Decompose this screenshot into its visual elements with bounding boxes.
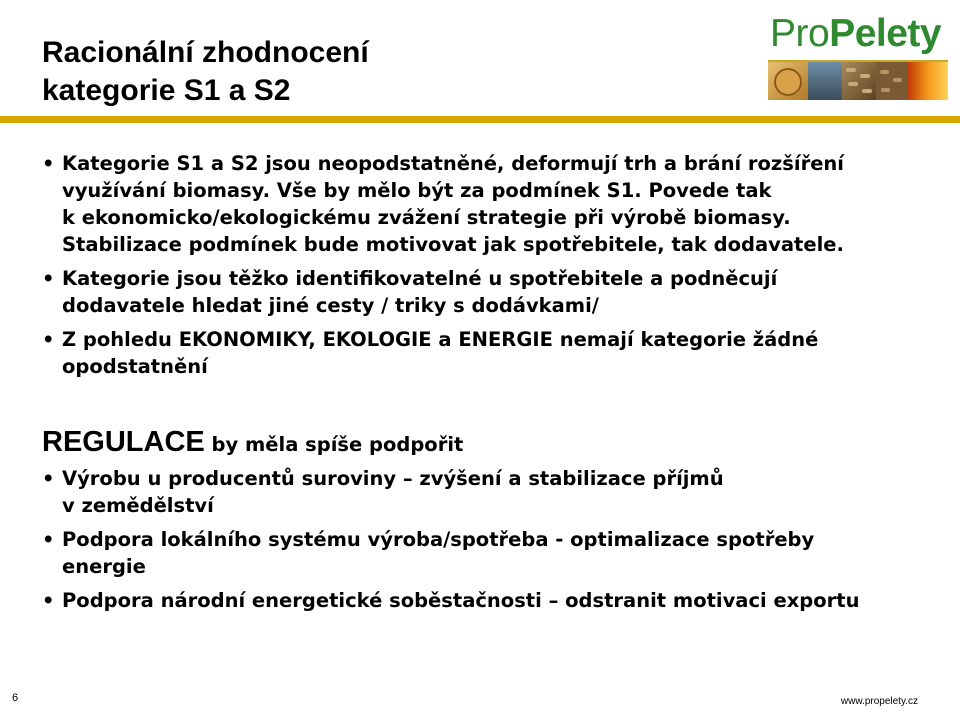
regulation-heading-rest: by měla spíše podpořit bbox=[204, 433, 464, 456]
header-divider bbox=[0, 116, 960, 123]
bullet-icon: • bbox=[42, 528, 55, 551]
bullet-icon: • bbox=[42, 267, 55, 290]
footer-url: www.propelety.cz bbox=[840, 696, 918, 707]
bullet-list-categories bbox=[42, 150, 942, 380]
list-item-text: Podpora národní energetické soběstačnosti – odstranit motivaci exportu bbox=[62, 589, 860, 612]
slide-title bbox=[42, 34, 369, 110]
list-item-text: Podpora lokálního systému výroba/spotřeba - optimalizace spotřeby energie bbox=[62, 528, 815, 578]
page-number: 6 bbox=[12, 692, 19, 704]
regulation-heading bbox=[42, 426, 942, 459]
logo-photo-strip bbox=[768, 60, 948, 100]
logo-word-pelety: Pelety bbox=[829, 12, 942, 55]
list-item bbox=[42, 587, 942, 614]
list-item bbox=[42, 326, 942, 380]
bullet-list-regulation bbox=[42, 465, 942, 614]
bullet-icon: • bbox=[42, 328, 55, 351]
bullet-icon: • bbox=[42, 152, 55, 175]
list-item bbox=[42, 150, 942, 258]
slide-title-line-1: Racionální zhodnocení bbox=[42, 36, 369, 69]
propelety-logo bbox=[768, 12, 948, 100]
bullet-icon: • bbox=[42, 467, 55, 490]
bullet-icon: • bbox=[42, 589, 55, 612]
logo-word-pro: Pro bbox=[770, 12, 830, 55]
slide-content bbox=[42, 150, 942, 621]
regulation-heading-keyword: REGULACE bbox=[42, 426, 205, 458]
list-item bbox=[42, 265, 942, 319]
list-item-text: Výrobu u producentů suroviny – zvýšení a stabilizace příjmů v zemědělství bbox=[62, 467, 724, 517]
list-item-text: Kategorie S1 a S2 jsou neopodstatněné, deformují trh a brání rozšíření využívání biomasy. Vše by mělo být za podmínek S1. Povede tak k ekonomicko/ekologickému zvážení strategie při výrobě biomasy. Stabilizace podmínek bude motivovat jak spotřebitele, tak dodavatele. bbox=[62, 152, 844, 256]
logo-wordmark bbox=[770, 12, 941, 56]
list-item-text: Z pohledu EKONOMIKY, EKOLOGIE a ENERGIE nemají kategorie žádné opodstatnění bbox=[62, 328, 819, 378]
list-item bbox=[42, 465, 942, 519]
list-item bbox=[42, 526, 942, 580]
list-item-text: Kategorie jsou těžko identifikovatelné u spotřebitele a podněcují dodavatele hledat jiné cesty / triky s dodávkami/ bbox=[62, 267, 778, 317]
slide-title-line-2: kategorie S1 a S2 bbox=[42, 74, 291, 107]
